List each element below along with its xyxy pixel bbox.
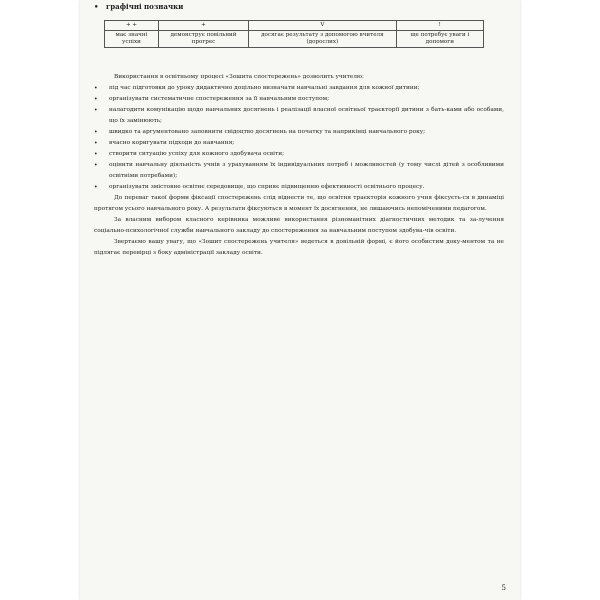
grading-marks-table <box>104 20 484 48</box>
intro-paragraph: Використання в освітньому процесі «Зошита спостережень» дозволить учителю: <box>114 74 364 80</box>
table-cell-symbol: ! <box>396 21 483 31</box>
list-item <box>94 160 504 182</box>
heading-text: графічні позначки <box>106 2 184 11</box>
table-cell-description: демонструє повільний прогрес <box>158 31 248 48</box>
list-item-text: швидко та аргументовано заповнити свідоцтво досягнень на початку та наприкінці навчального року; <box>109 129 426 135</box>
table-row-descriptions <box>105 31 484 48</box>
body-paragraph: За власним вибором класного керівника можливе використання різноманітних діагностичних методик та за-лучення соціально-психологічної служби навчального закладу до спостереження за навчальним поступом здобува-чів освіти. <box>94 217 504 234</box>
body-text <box>94 72 504 259</box>
table-cell-description: досягає результату з допомогою вчителя (дорослих) <box>249 31 397 48</box>
bullet-icon: • <box>94 85 98 92</box>
table-row-symbols <box>105 21 484 31</box>
table-cell-symbol: + <box>158 21 248 31</box>
list-item <box>94 94 504 105</box>
bullet-icon: • <box>94 96 98 103</box>
list-item <box>94 149 504 160</box>
section-heading <box>94 2 183 11</box>
table-cell-description: ще потребує уваги і допомоги <box>396 31 483 48</box>
table-cell-symbol: + + <box>105 21 159 31</box>
list-item <box>94 127 504 138</box>
page-number: 5 <box>501 584 506 592</box>
heading-bullet: • <box>94 2 99 11</box>
list-item-text: створити ситуацію успіху для кожного здобувача освіти; <box>109 151 285 157</box>
list-item-text: організувати систематичне спостереження за її навчальним поступом; <box>109 96 330 102</box>
list-item <box>94 182 504 193</box>
list-item <box>94 138 504 149</box>
body-paragraph: Звертаємо вашу увагу, що «Зошит спостережень учителя» ведеться в довільній формі, є його особистим доку-ментом та не підлягає перевірці з боку адміністрації закладу освіти. <box>94 239 504 256</box>
bullet-icon: • <box>94 129 98 136</box>
bullet-icon: • <box>94 162 98 169</box>
benefits-list <box>94 83 504 193</box>
list-item-text: налагодити комунікацію щодо навчальних досягнень і реалізації власної освітньої траєкторії дитини з бать-ками або особами, що їх замінюють; <box>109 107 504 124</box>
list-item-text: вчасно коригувати підходи до навчання; <box>109 140 235 146</box>
bullet-icon: • <box>94 107 98 114</box>
body-paragraph: До переваг такої форми фіксації спостережень слід віднести те, що освітня траєкторія кожного учня фіксуєть-ся в динаміці протягом усього навчального року. А результати фіксуються в момент їх досягнення, не лишаючись непоміченими педагогом. <box>94 195 504 212</box>
bullet-icon: • <box>94 151 98 158</box>
document-page <box>80 0 520 600</box>
list-item-text: організувати змістовне освітнє середовище, що сприяє підвищенню ефективності освітнього процесу. <box>109 184 425 190</box>
list-item <box>94 83 504 94</box>
list-item-text: оцінити навчальну діяльність учнів з урахуванням їх індивідуальних потреб і можливостей (у тому числі дітей з особливими освітніми потребами); <box>109 162 504 179</box>
list-item <box>94 105 504 127</box>
table-cell-description: має значні успіхи <box>105 31 159 48</box>
list-item-text: під час підготовки до уроку дидактично доцільно визначати навчальні завдання для кожної дитини; <box>109 85 420 91</box>
bullet-icon: • <box>94 184 98 191</box>
table-cell-symbol: V <box>249 21 397 31</box>
bullet-icon: • <box>94 140 98 147</box>
